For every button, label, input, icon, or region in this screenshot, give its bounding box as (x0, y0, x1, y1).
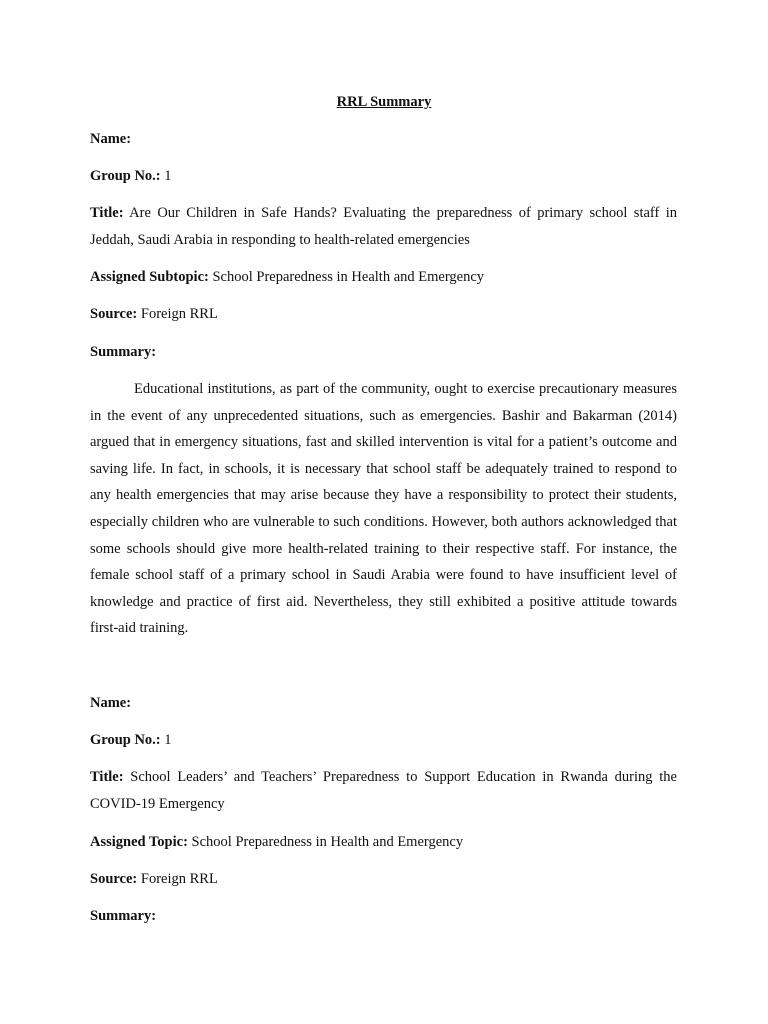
document-heading: RRL Summary (336, 94, 432, 110)
entry2-group-field (90, 727, 677, 754)
entry2-source-label: Source: (90, 871, 138, 887)
entry1-group-field (90, 163, 677, 190)
entry2-summary-label: Summary: (90, 908, 157, 924)
entry2-topic-label: Assigned Topic: (90, 834, 188, 850)
entry1-summary-field (90, 339, 677, 366)
entry1-summary-label: Summary: (90, 344, 157, 360)
entry1-name-field (90, 126, 677, 153)
entry2-group-label: Group No.: (90, 732, 161, 748)
entry2-topic-field (90, 829, 677, 856)
entry2-name-label: Name: (90, 695, 132, 711)
entry1-subtopic-field (90, 264, 677, 291)
entry1-summary-text: Educational institutions, as part of the community, ought to exercise precautionary measures in the event of any unprecedented situations, such as emergencies. Bashir and Bakarman (2014) argued that in emergency situations, fast and skilled intervention is vital for a patient’s outcome and saving life. In fact, in schools, it is necessary that school staff be adequately trained to respond to any health emergencies that may arise because they have a responsibility to protect their students, especially children who are vulnerable to such conditions. However, both authors acknowledged that some schools should give more health-related training to their respective staff. For instance, the female school staff of a primary school in Saudi Arabia were found to have insufficient level of knowledge and practice of first aid. Nevertheless, they still exhibited a positive attitude towards first-aid training. (90, 381, 677, 637)
entry1-source-label: Source: (90, 306, 138, 322)
entry2-summary-field (90, 903, 677, 930)
entry1-title-field (90, 200, 677, 253)
entry2-topic-value: School Preparedness in Health and Emergency (187, 834, 464, 850)
entry2-source-value: Foreign RRL (137, 871, 218, 887)
entry1-group-label: Group No.: (90, 168, 161, 184)
entry2-title-field (90, 764, 677, 817)
entry2-source-field (90, 866, 677, 893)
entry2-title-value: School Leaders’ and Teachers’ Preparedness to Support Education in Rwanda during the COVID-19 Emergency (90, 769, 677, 812)
entry2-name-field (90, 690, 677, 717)
entry1-name-label: Name: (90, 131, 132, 147)
entry1-title-label: Title: (90, 205, 124, 221)
entry1-title-value: Are Our Children in Safe Hands? Evaluating the preparedness of primary school staff in Jeddah, Saudi Arabia in responding to health-related emergencies (90, 205, 677, 248)
entry1-group-value: 1 (160, 168, 172, 184)
entry1-source-value: Foreign RRL (137, 306, 218, 322)
entry1-subtopic-label: Assigned Subtopic: (90, 269, 209, 285)
entry2-title-label: Title: (90, 769, 124, 785)
entry1-source-field (90, 301, 677, 328)
entry2-group-value: 1 (160, 732, 172, 748)
entry1-subtopic-value: School Preparedness in Health and Emergency (208, 269, 485, 285)
